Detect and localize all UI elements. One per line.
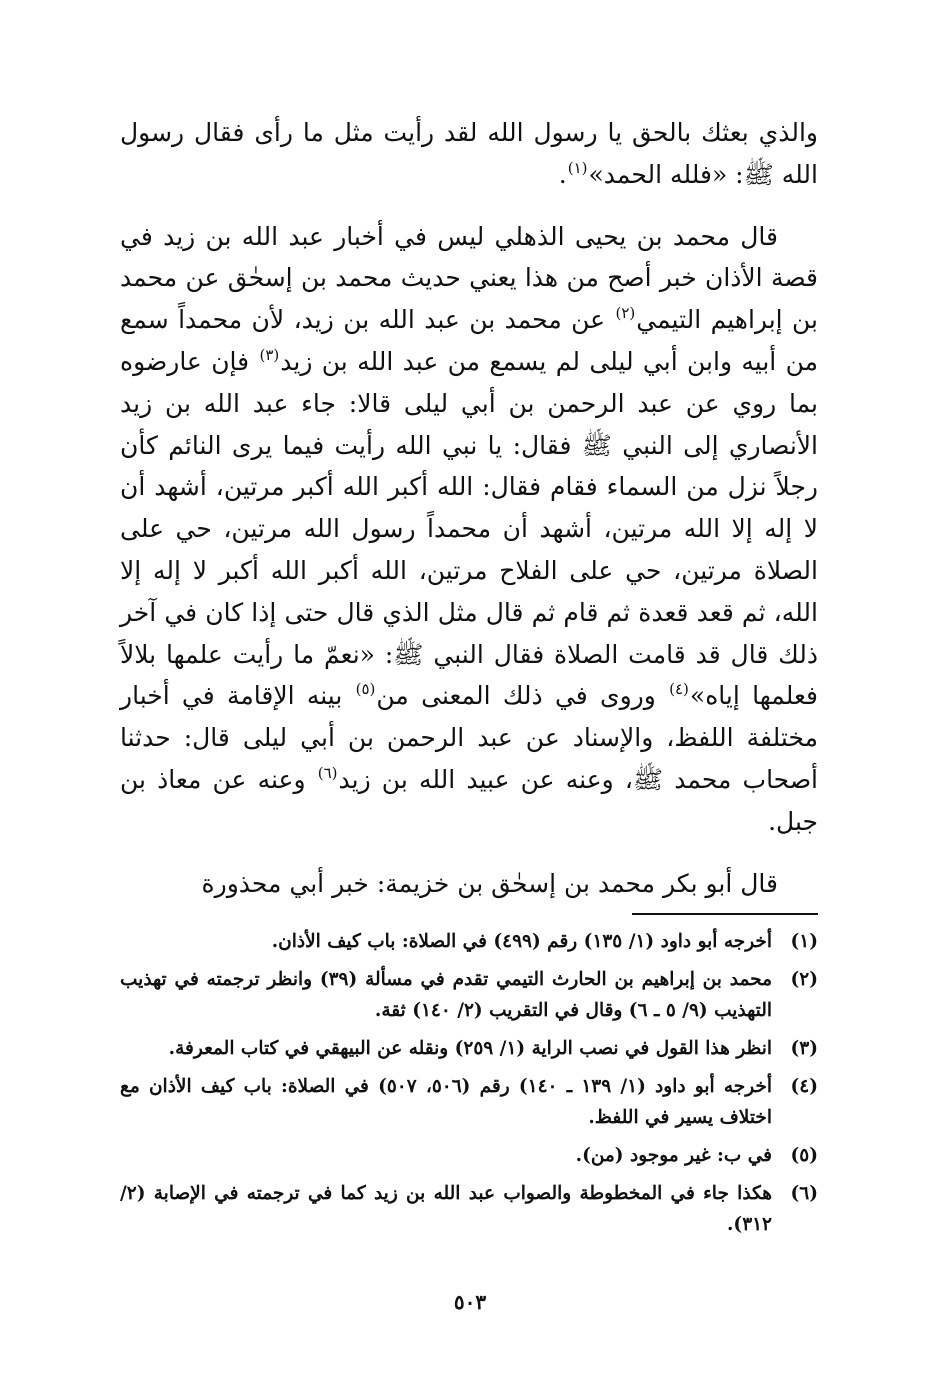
paragraph-1: والذي بعثك بالحق يا رسول الله لقد رأيت مثل ما رأى فقال رسول الله ﷺ: «فلله الحمد»$^{(١)}$.	[120, 118, 818, 189]
page-number: ٥٠٣	[453, 1290, 487, 1314]
footnote-number: (٢)	[790, 969, 818, 990]
paragraph-2: قال محمد بن يحيى الذهلي ليس في أخبار عبد الله بن زيد في قصة الأذان خبر أصح من هذا يعني حديث محمد بن إسحٰق عن محمد بن إبراهيم التيمي$^{(٢)}$ عن محمد بن عبد الله بن زيد، لأن محمداً سمع من أبيه وابن أبي ليلى لم يسمع من عبد الله بن زيد$^{(٣)}$ فإن عارضوه بما روي عن عبد الرحمن بن أبي ليلى قالا: جاء عبد الله بن زيد الأنصاري إلى النبي ﷺ فقال: يا نبي الله رأيت فيما يرى النائم كأن رجلاً نزل من السماء فقام فقال: الله أكبر الله أكبر مرتين، أشهد أن لا إله إلا الله مرتين، أشهد أن محمداً رسول الله مرتين، حي على الصلاة مرتين، حي على الفلاح مرتين، الله أكبر الله أكبر لا إله إلا الله، ثم قعد قعدة ثم قام ثم قال مثل الذي قال حتى إذا كان في آخر ذلك قال قد قامت الصلاة فقال النبي ﷺ: «نعمّ ما رأيت علمها بلالاً فعلمها إياه»$^{(٤)}$ وروى في ذلك المعنى من$^{(٥)}$ بينه الإقامة في أخبار مختلفة اللفظ، والإسناد عن عبد الرحمن بن أبي ليلى قال: حدثنا أصحاب محمد ﷺ، وعنه عن عبيد الله بن زيد$^{(٦)}$ وعنه عن معاذ بن جبل.	[120, 221, 818, 836]
footnote-text: في ب: غير موجود (من).	[575, 1145, 772, 1166]
footnote-ref-5: (٥)	[355, 680, 376, 699]
footnote-number: (٤)	[790, 1076, 818, 1097]
footnote-item	[120, 1033, 818, 1064]
footnote-ref-3: (٣)	[259, 345, 280, 364]
footnote-text: أخرجه أبو داود (١/ ١٣٩ ـ ١٤٠) رقم (٥٠٦، ٥٠٧) في الصلاة: باب كيف الأذان مع اختلاف يسير في اللفظ.	[120, 1076, 773, 1128]
footnote-item	[120, 1071, 818, 1133]
footnote-ref-2: (٢)	[615, 304, 636, 323]
footnote-ref-1: (١)	[567, 158, 588, 177]
footnotes	[120, 926, 818, 1247]
paragraph-3: قال أبو بكر محمد بن إسحٰق بن خزيمة: خبر أبي محذورة	[201, 868, 778, 898]
footnote-item	[120, 1140, 818, 1171]
footnote-item	[120, 926, 818, 957]
footnote-number: (١)	[790, 931, 818, 952]
footnote-ref-6: (٦)	[317, 763, 338, 782]
footnote-number: (٣)	[790, 1038, 818, 1059]
footnote-divider	[632, 913, 818, 915]
main-text	[120, 112, 818, 904]
footnote-item	[120, 964, 818, 1026]
footnote-ref-4: (٤)	[669, 680, 689, 699]
footnote-text: انظر هذا القول في نصب الراية (١/ ٢٥٩) ونقله عن البيهقي في كتاب المعرفة.	[168, 1038, 772, 1059]
footnote-text: محمد بن إبراهيم بن الحارث التيمي تقدم في مسألة (٣٩) وانظر ترجمته في تهذيب التهذيب (٩/ ٥ ـ ٦) وقال في التقريب (٢/ ١٤٠) ثقة.	[120, 969, 773, 1021]
footnote-text: هكذا جاء في المخطوطة والصواب عبد الله بن زيد كما في ترجمته في الإصابة (٢/ ٣١٢).	[120, 1183, 772, 1235]
footnote-item	[120, 1178, 818, 1240]
footnote-number: (٥)	[790, 1145, 818, 1166]
footnote-number: (٦)	[790, 1183, 818, 1204]
footnote-text: أخرجه أبو داود (١/ ١٣٥) رقم (٤٩٩) في الصلاة: باب كيف الأذان.	[271, 931, 772, 952]
